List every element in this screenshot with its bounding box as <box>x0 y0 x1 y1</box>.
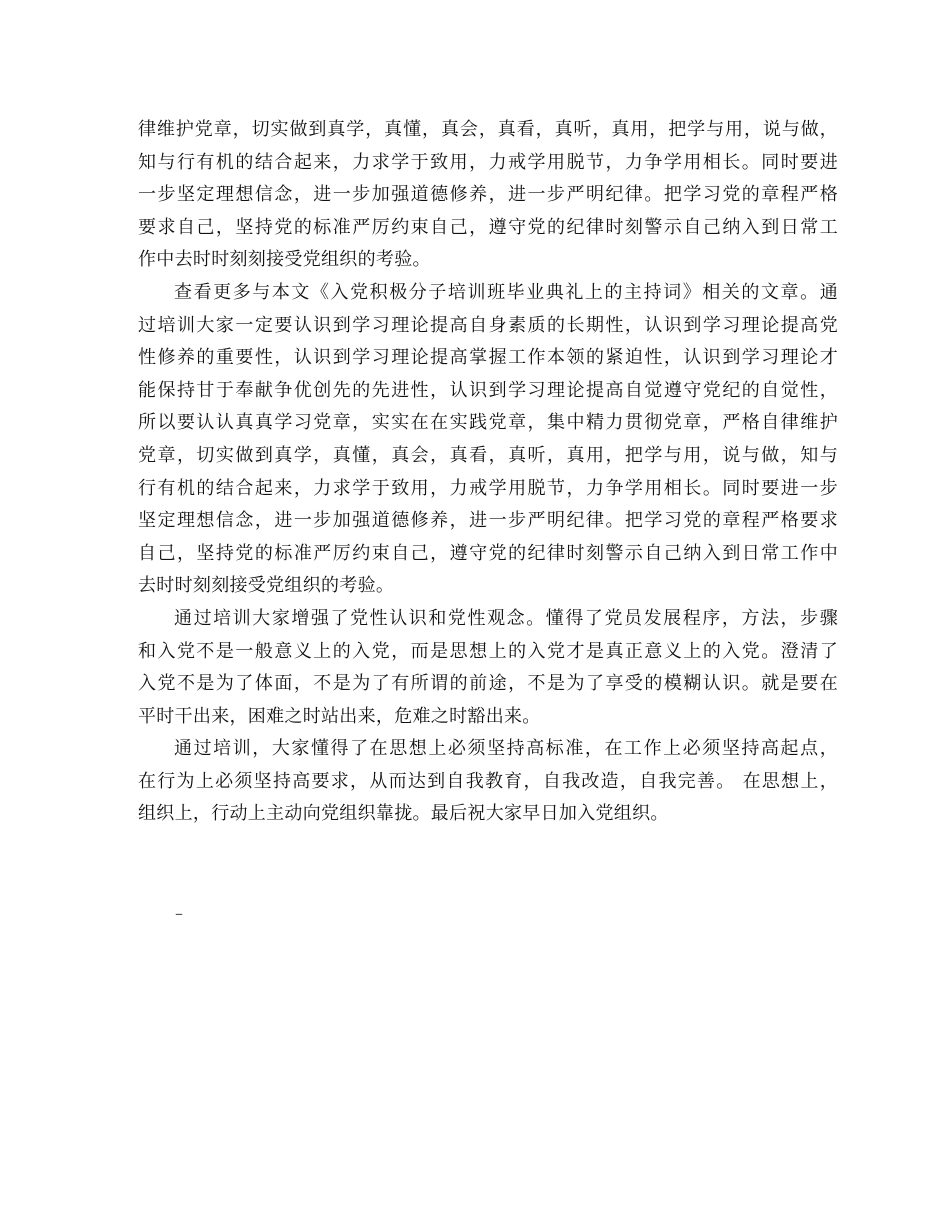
text-line: 作中去时时刻刻接受党组织的考验。 <box>138 249 431 271</box>
document-body <box>138 114 838 831</box>
paragraph <box>138 277 838 603</box>
paragraph <box>138 114 838 277</box>
text-line: 性修养的重要性，认识到学习理论提高掌握工作本领的紧迫性，认识到学习理论才 <box>138 347 838 369</box>
trailing-mark: – <box>175 904 183 923</box>
paragraph <box>138 733 838 831</box>
paragraph <box>138 603 838 733</box>
text-line: 坚定理想信念，进一步加强道德修养，进一步严明纪律。把学习党的章程严格要求 <box>138 510 838 532</box>
text-line: 通过培训大家增强了党性认识和党性观念。懂得了党员发展程序，方法，步骤 <box>174 607 838 629</box>
text-line: 组织上，行动上主动向党组织靠拢。最后祝大家早日加入党组织。 <box>138 803 669 825</box>
text-line: 入党不是为了体面，不是为了有所谓的前途，不是为了享受的模糊认识。就是要在 <box>138 673 838 695</box>
text-line: 要求自己，坚持党的标准严厉约束自己，遵守党的纪律时刻警示自己纳入到日常工 <box>138 216 838 238</box>
text-line: 知与行有机的结合起来，力求学于致用，力戒学用脱节，力争学用相长。同时要进 <box>138 151 838 173</box>
text-line: 行有机的结合起来，力求学于致用，力戒学用脱节，力争学用相长。同时要进一步 <box>138 477 838 499</box>
text-line: 去时时刻刻接受党组织的考验。 <box>138 575 395 597</box>
text-line: 律维护党章，切实做到真学，真懂，真会，真看，真听，真用，把学与用，说与做， <box>138 119 838 140</box>
text-line: 所以要认认真真学习党章，实实在在实践党章，集中精力贯彻党章，严格自律维护 <box>138 412 838 434</box>
text-line: 通过培训，大家懂得了在思想上必须坚持高标准，在工作上必须坚持高起点， <box>174 738 838 760</box>
text-line: 过培训大家一定要认识到学习理论提高自身素质的长期性，认识到学习理论提高党 <box>138 314 838 336</box>
text-line: 党章，切实做到真学，真懂，真会，真看，真听，真用，把学与用，说与做，知与 <box>138 444 838 466</box>
text-line: 能保持甘于奉献争优创先的先进性，认识到学习理论提高自觉遵守党纪的自觉性， <box>138 379 838 401</box>
text-line: 和入党不是一般意义上的入党，而是思想上的入党才是真正意义上的入党。澄清了 <box>138 640 838 662</box>
text-line: 一步坚定理想信念，进一步加强道德修养，进一步严明纪律。把学习党的章程严格 <box>138 184 838 206</box>
text-line: 自己，坚持党的标准严厉约束自己，遵守党的纪律时刻警示自己纳入到日常工作中 <box>138 542 838 564</box>
text-line: 平时干出来，困难之时站出来，危难之时豁出来。 <box>138 705 541 727</box>
text-line: 在行为上必须坚持高要求，从而达到自我教育，自我改造，自我完善。 在思想上， <box>138 770 838 792</box>
text-line: 查看更多与本文《入党积极分子培训班毕业典礼上的主持词》相关的文章。通 <box>174 281 838 303</box>
